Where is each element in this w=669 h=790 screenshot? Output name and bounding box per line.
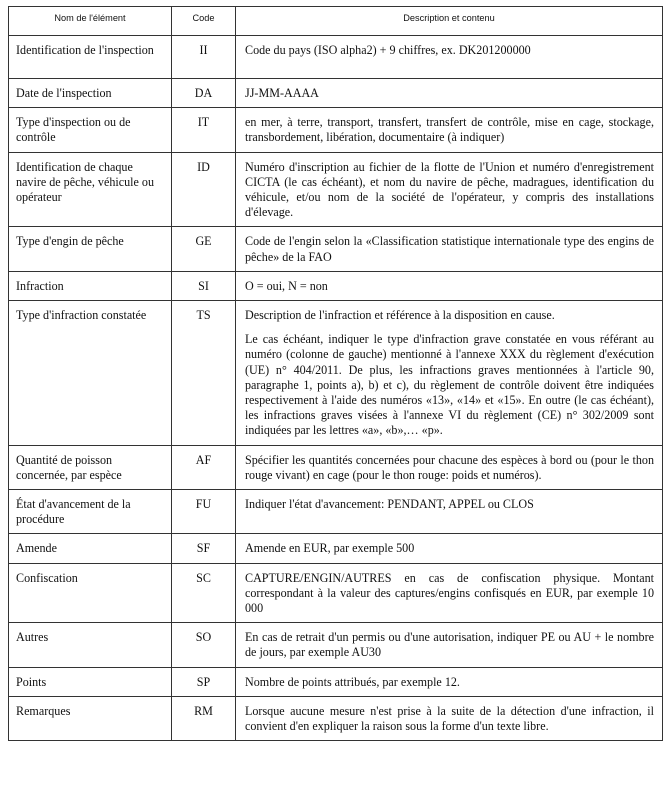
description-paragraph: Code du pays (ISO alpha2) + 9 chiffres, ex. DK201200000 (245, 43, 531, 57)
element-code: FU (172, 490, 236, 534)
table-row (9, 667, 663, 696)
table-row (9, 152, 663, 227)
element-name: Identification de l'inspection (9, 36, 172, 79)
element-code: II (172, 36, 236, 79)
element-name: Amende (9, 534, 172, 563)
table-row (9, 227, 663, 271)
description-paragraph: Le cas échéant, indiquer le type d'infraction grave constatée en vous référant au numéro (colonne de gauche) mentionné à l'annexe XXX du règlement d'exécution (UE) n° 404/2011. De plus, les infractions graves mentionnées à l'article 90, paragraphe 1, points a), b) et c), du règlement de contrôle doivent être indiquées respectivement à l'aide des numéros «13», «14» et «15». En outre (le cas échéant), les infractions graves visées à l'annexe VI du règlement (CE) n° 302/2009 sont indiquées par les lettres «a», «b»,… «p». (245, 332, 654, 438)
description-paragraph: Nombre de points attribués, par exemple 12. (245, 674, 460, 689)
element-name: État d'avancement de la procédure (9, 490, 172, 534)
table-row (9, 534, 663, 563)
element-code: SI (172, 271, 236, 300)
description-paragraph: Amende en EUR, par exemple 500 (245, 541, 415, 556)
element-description (236, 152, 663, 227)
header-name: Nom de l'élément (9, 7, 172, 36)
element-code: IT (172, 108, 236, 152)
element-description (236, 445, 663, 489)
header-code: Code (172, 7, 236, 36)
element-name: Date de l'inspection (9, 79, 172, 108)
description-paragraph: Indiquer l'état d'avancement: PENDANT, APPEL ou CLOS (245, 497, 534, 512)
element-name: Points (9, 667, 172, 696)
element-name: Identification de chaque navire de pêche, véhicule ou opérateur (9, 152, 172, 227)
element-code: SP (172, 667, 236, 696)
description-paragraph: CAPTURE/ENGIN/AUTRES en cas de confiscation physique. Montant correspondant à la valeur des captures/engins confisqués en EUR, par exemple 10 000 (245, 570, 654, 616)
element-code: ID (172, 152, 236, 227)
element-description (236, 227, 663, 271)
element-description (236, 79, 663, 108)
element-code: AF (172, 445, 236, 489)
element-code: DA (172, 79, 236, 108)
element-description (236, 301, 663, 446)
element-description (236, 667, 663, 696)
element-code: TS (172, 301, 236, 446)
element-name: Type d'infraction constatée (9, 301, 172, 446)
table-row (9, 108, 663, 152)
element-description (236, 36, 663, 79)
description-paragraph: Numéro d'inscription au fichier de la flotte de l'Union et numéro d'enregistrement CICTA (le cas échéant), et nom du navire de pêche, madragues, identification du véhicule, et/ou nom de la société de l'opérateur, y compris des installations d'élevage. (245, 159, 654, 220)
element-code: GE (172, 227, 236, 271)
element-name: Autres (9, 623, 172, 667)
table-row (9, 271, 663, 300)
element-description (236, 623, 663, 667)
description-paragraph: Spécifier les quantités concernées pour chacune des espèces à bord ou (pour le thon rouge vivant) en cage (pour le thon rouge: poids et numéros). (245, 452, 654, 482)
description-paragraph: O = oui, N = non (245, 278, 328, 293)
description-paragraph: en mer, à terre, transport, transfert, transfert de contrôle, mise en cage, stockage, transbordement, libération, documentaire (à indiquer) (245, 115, 654, 145)
element-code: RM (172, 696, 236, 740)
element-description (236, 534, 663, 563)
element-code: SF (172, 534, 236, 563)
element-code: SC (172, 563, 236, 623)
description-paragraph: Code de l'engin selon la «Classification statistique internationale type des engins de pêche» de la FAO (245, 234, 654, 264)
table-row (9, 36, 663, 79)
element-description (236, 271, 663, 300)
element-description (236, 696, 663, 740)
element-code: SO (172, 623, 236, 667)
table-row (9, 563, 663, 623)
element-name: Quantité de poisson concernée, par espèce (9, 445, 172, 489)
table-row (9, 623, 663, 667)
header-description: Description et contenu (236, 7, 663, 36)
element-name: Infraction (9, 271, 172, 300)
element-name: Remarques (9, 696, 172, 740)
element-description (236, 563, 663, 623)
table-row (9, 490, 663, 534)
element-description (236, 490, 663, 534)
table-row (9, 696, 663, 740)
description-paragraph: JJ-MM-AAAA (245, 86, 319, 100)
element-name: Type d'inspection ou de contrôle (9, 108, 172, 152)
table-row (9, 445, 663, 489)
element-name: Type d'engin de pêche (9, 227, 172, 271)
description-paragraph: Lorsque aucune mesure n'est prise à la suite de la détection d'une infraction, il convient d'en expliquer la raison sous la forme d'un texte libre. (245, 703, 654, 734)
table-row (9, 79, 663, 108)
element-description (236, 108, 663, 152)
description-paragraph: Description de l'infraction et référence à la disposition en cause. (245, 308, 555, 323)
description-paragraph: En cas de retrait d'un permis ou d'une autorisation, indiquer PE ou AU + le nombre de jours, par exemple AU30 (245, 630, 654, 660)
elements-table (8, 6, 663, 741)
element-name: Confiscation (9, 563, 172, 623)
header-row (9, 7, 663, 36)
table-row (9, 301, 663, 446)
